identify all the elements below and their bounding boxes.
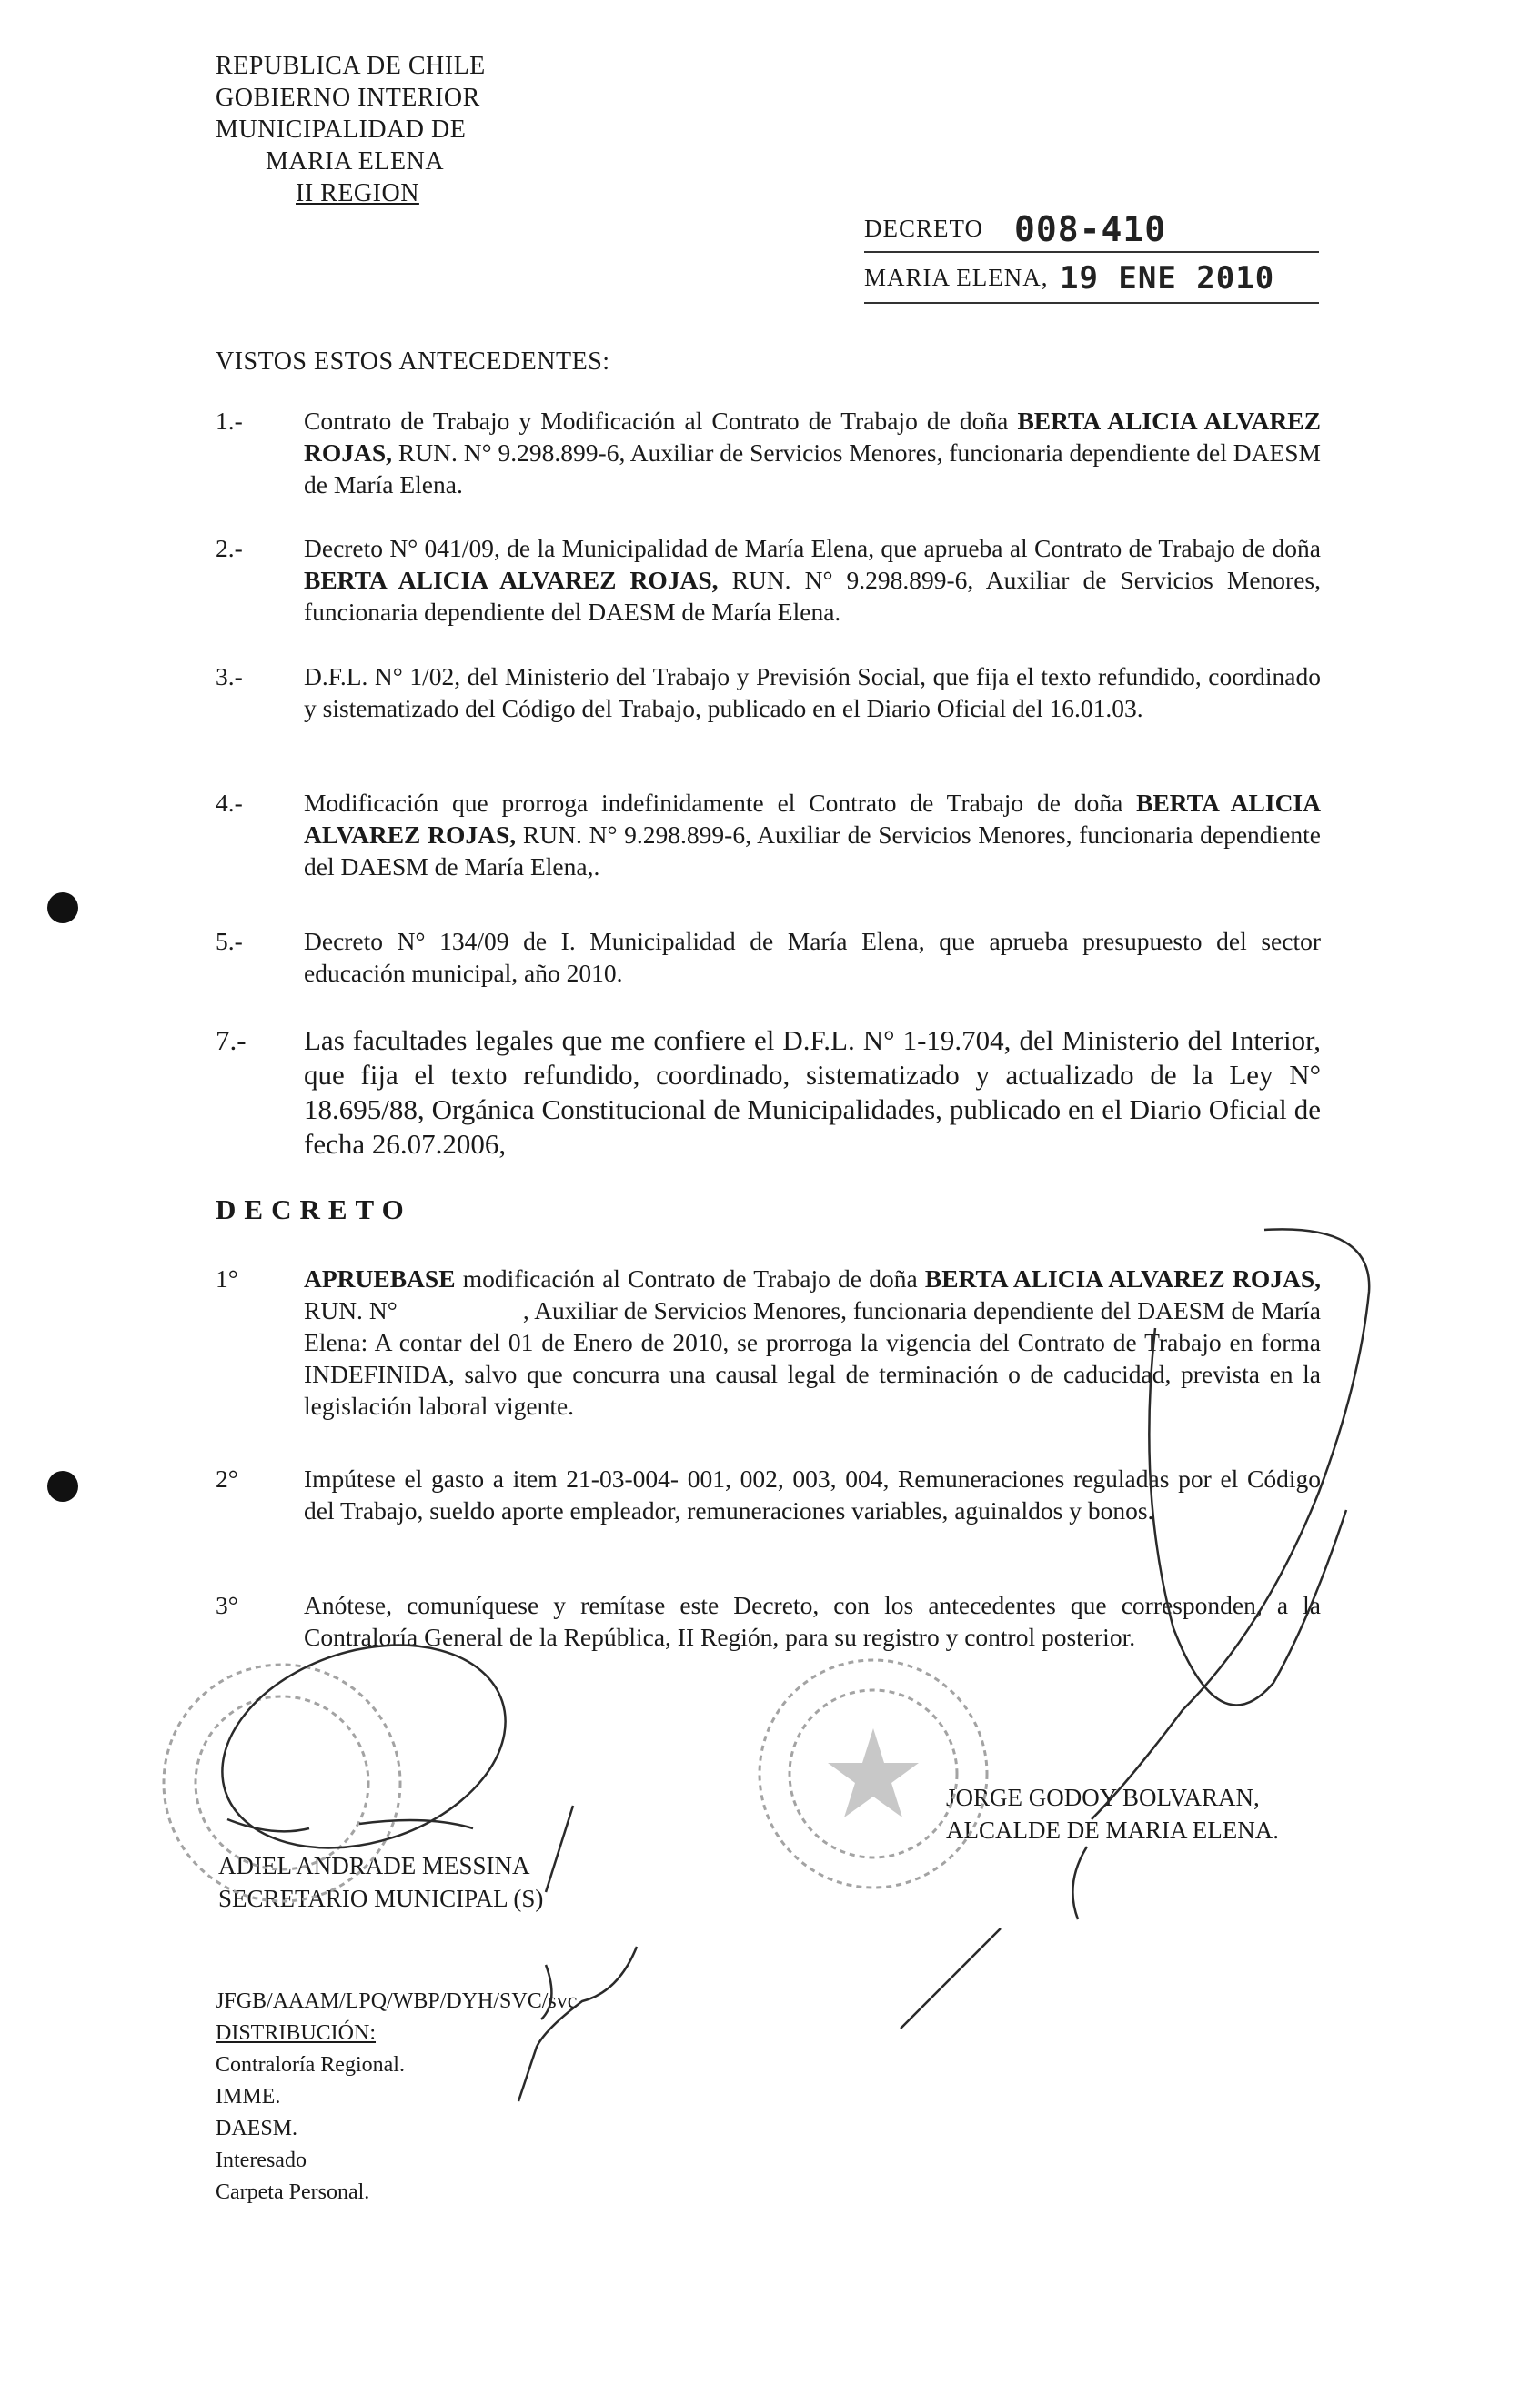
mayor-seal-emblem	[828, 1728, 919, 1817]
item-text: Decreto N° 041/09, de la Municipalidad de María Elena, que aprueba al Contrato de Trabajo de doña BERTA ALICIA ALVAREZ ROJAS, RUN. N° 9.298.899-6, Auxiliar de Servicios Menores, funcionaria dependiente del DAESM de María Elena.	[304, 534, 1321, 626]
distribution-item: Carpeta Personal.	[216, 2180, 370, 2204]
letterhead-line-3: MUNICIPALIDAD DE	[216, 116, 467, 144]
item-text: Decreto N° 134/09 de I. Municipalidad de María Elena, que aprueba presupuesto del sector educación municipal, año 2010.	[304, 927, 1321, 987]
initials-signature	[518, 1947, 637, 2101]
item-number: 1.-	[216, 407, 243, 435]
secretary-name: ADIEL ANDRADE MESSINA	[218, 1852, 530, 1879]
decreto-heading: DECRETO	[216, 1193, 412, 1225]
date-stamp: 19 ENE 2010	[1060, 260, 1275, 297]
item-number: 2°	[216, 1465, 238, 1493]
item-number: 1°	[216, 1264, 238, 1293]
letterhead-line-4: MARIA ELENA	[266, 147, 445, 176]
item-number: 3.-	[216, 662, 243, 690]
item-text: D.F.L. N° 1/02, del Ministerio del Trabajo y Previsión Social, que fija el texto refundido, coordinado y sistematizado del Código del Trabajo, publicado en el Diario Oficial del 16.01.03.	[304, 662, 1321, 722]
mayor-name: JORGE GODOY BOLVARAN,	[946, 1784, 1260, 1811]
distribution-item: IMME.	[216, 2085, 281, 2109]
mayor-signature	[901, 1229, 1369, 2029]
item-number: 3°	[216, 1591, 238, 1619]
vistos-heading: VISTOS ESTOS ANTECEDENTES:	[216, 347, 610, 376]
item-number: 4.-	[216, 789, 243, 817]
item-text: Anótese, comuníquese y remítase este Decreto, con los antecedentes que corresponden, a la Contraloría General de la República, II Región, para su registro y control posterior.	[304, 1591, 1321, 1651]
letterhead-line-2: GOBIERNO INTERIOR	[216, 84, 480, 112]
item-text: APRUEBASE modificación al Contrato de Trabajo de doña BERTA ALICIA ALVAREZ ROJAS, RUN. N° , Auxiliar de Servicios Menores, funcionaria dependiente del DAESM de María Elena: A contar del 01 de Enero de 2010, se prorroga la vigencia del Contrato de Trabajo en forma INDEFINIDA, salvo que concurra una causal legal de terminación o de caducidad, prevista en la legislación laboral vigente.	[304, 1264, 1327, 1420]
letterhead-line-1: REPUBLICA DE CHILE	[216, 52, 486, 80]
item-text: Las facultades legales que me confiere el D.F.L. N° 1-19.704, del Ministerio del Interior, que fija el texto refundido, coordinado, sistematizado y actualizado de la Ley N° 18.695/88, Orgánica Constitucional de Municipalidades, publicado en el Diario Oficial de fecha 26.07.2006,	[304, 1024, 1321, 1160]
distribution-item: Contraloría Regional.	[216, 2053, 405, 2077]
secretary-title: SECRETARIO MUNICIPAL (S)	[218, 1885, 544, 1912]
item-text: Modificación que prorroga indefinidamente el Contrato de Trabajo de doña BERTA ALICIA ALVAREZ ROJAS, RUN. N° 9.298.899-6, Auxiliar de Servicios Menores, funcionaria dependiente del DAESM de María Elena,.	[304, 789, 1321, 881]
decree-number-label: DECRETO	[864, 215, 984, 242]
item-text: Impútese el gasto a item 21-03-004- 001, 002, 003, 004, Remuneraciones reguladas por el Código del Trabajo, sueldo aporte empleador, remuneraciones variables, aguinaldos y bonos.	[304, 1465, 1321, 1525]
mayor-title: ALCALDE DE MARIA ELENA.	[946, 1817, 1279, 1844]
distribution-item: Interesado	[216, 2149, 307, 2172]
item-number: 5.-	[216, 927, 243, 955]
letterhead-line-5: II REGION	[296, 179, 419, 207]
item-number: 7.-	[216, 1024, 247, 1056]
distribution-item: DAESM.	[216, 2117, 298, 2140]
initials: JFGB/AAAM/LPQ/WBP/DYH/SVC/svc	[216, 1989, 578, 2013]
distribution-title: DISTRIBUCIÓN:	[216, 2021, 377, 2045]
secretary-seal	[164, 1665, 400, 1901]
secretary-signature	[196, 1611, 573, 1892]
decree-place-label: MARIA ELENA,	[864, 264, 1049, 291]
decree-number-handwritten: 008-410	[1014, 209, 1167, 249]
item-text: Contrato de Trabajo y Modificación al Contrato de Trabajo de doña BERTA ALICIA ALVAREZ ROJAS, RUN. N° 9.298.899-6, Auxiliar de Servicios Menores, funcionaria dependiente del DAESM de María Elena.	[304, 407, 1321, 498]
item-number: 2.-	[216, 534, 243, 562]
